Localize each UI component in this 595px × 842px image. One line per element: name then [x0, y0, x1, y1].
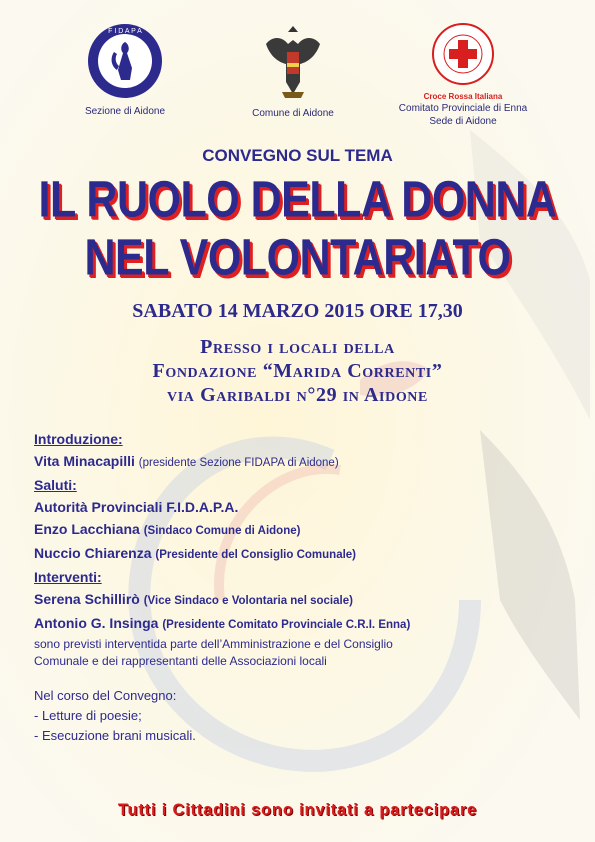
saluti-item-1: Autorità Provinciali F.I.D.A.P.A. — [34, 499, 239, 515]
comune-logo — [238, 22, 348, 120]
intro-speaker — [34, 450, 574, 474]
interventi-2-name: Antonio G. Insinga — [34, 615, 159, 631]
intro-name: Vita Minacapilli — [34, 453, 135, 469]
saluti-2-name: Enzo Lacchiana — [34, 521, 140, 537]
interventi-item-2 — [34, 612, 574, 636]
fidapa-ring-text: F I D A P A — [108, 28, 142, 35]
saluti-2-role: (Sindaco Comune di Aidone) — [143, 525, 301, 537]
venue-line-3: via Garibaldi n°29 in Aidone — [167, 384, 428, 406]
saluti-item-2 — [34, 518, 574, 542]
convegno-topic: CONVEGNO SUL TEMA — [202, 146, 393, 165]
corso-item-1: - Letture di poesie; — [34, 708, 142, 723]
note-line-2: Comunale e dei rappresentanti delle Associazioni locali — [34, 654, 327, 668]
note-line-1: sono previsti interventida parte dell’Amministrazione e del Consiglio — [34, 637, 393, 651]
title-line-2: NEL VOLONTARIATO — [84, 229, 511, 287]
intro-heading: Introduzione: — [34, 431, 123, 447]
interventi-2-role: (Presidente Comitato Provinciale C.R.I. Enna) — [162, 619, 411, 631]
interventi-item-1 — [34, 588, 574, 612]
saluti-3-name: Nuccio Chiarenza — [34, 545, 152, 561]
municipal-crest-icon — [258, 22, 328, 102]
venue-line-1: Presso i locali della — [200, 336, 395, 358]
interventi-1-role: (Vice Sindaco e Volontaria nel sociale) — [143, 595, 353, 607]
saluti-item-3 — [34, 542, 574, 566]
intro-role: (presidente Sezione FIDAPA di Aidone) — [138, 457, 339, 469]
title-line-1: IL RUOLO DELLA DONNA — [38, 171, 557, 229]
program — [34, 428, 574, 746]
saluti-heading: Saluti: — [34, 477, 77, 493]
event-date: SABATO 14 MARZO 2015 ORE 17,30 — [132, 300, 463, 322]
croce-rossa-logo — [393, 22, 533, 128]
invitation-footer: Tutti i Cittadini sono invitati a partecipare — [117, 801, 478, 819]
fidapa-emblem-icon — [86, 22, 164, 100]
interventi-heading: Interventi: — [34, 569, 102, 585]
corso-heading: Nel corso del Convegno: — [34, 688, 177, 703]
croce-rossa-name: Croce Rossa Italiana — [423, 92, 503, 101]
fidapa-logo — [70, 22, 180, 118]
cri-caption-line1: Comitato Provinciale di Enna — [398, 103, 528, 114]
fidapa-caption: Sezione di Aidone — [84, 106, 166, 117]
venue-line-2: Fondazione “Marida Correnti” — [152, 360, 443, 382]
red-cross-emblem-icon — [431, 22, 495, 86]
cri-caption-line2: Sede di Aidone — [429, 116, 497, 127]
corso-item-2: - Esecuzione brani musicali. — [34, 728, 196, 743]
saluti-3-role: (Presidente del Consiglio Comunale) — [155, 549, 357, 561]
interventi-1-name: Serena Schillirò — [34, 591, 140, 607]
comune-caption: Comune di Aidone — [252, 108, 334, 119]
